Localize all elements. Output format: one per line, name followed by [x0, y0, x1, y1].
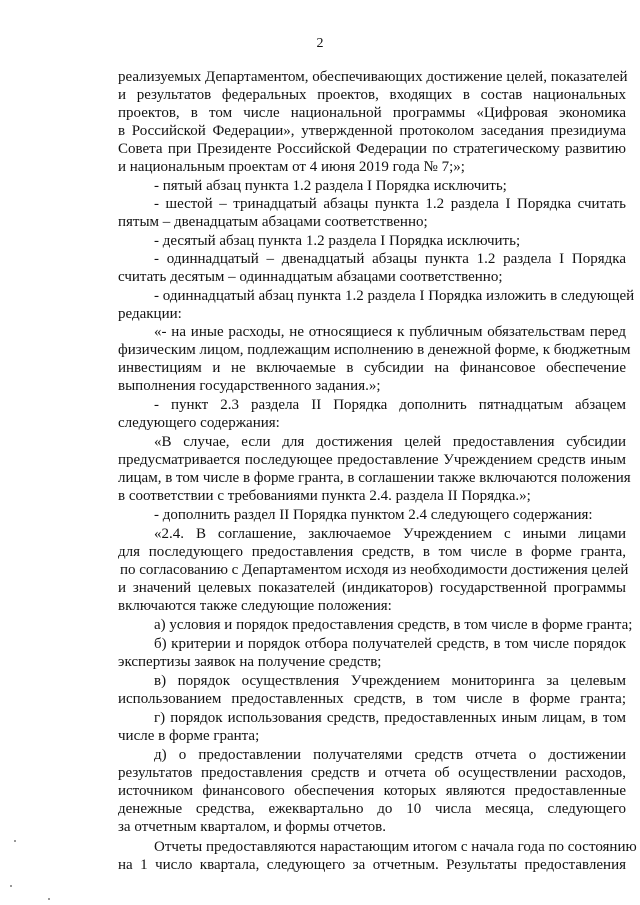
text-line: - дополнить раздел II Порядка пунктом 2.4 следующего содержания:	[154, 507, 593, 523]
text-line: и значений целевых показателей (индикаторов) государственной программы	[118, 580, 626, 596]
text-line: - пункт 2.3 раздела II Порядка дополнить пятнадцатым абзацем	[154, 397, 626, 413]
text-line: «- на иные расходы, не относящиеся к публичным обязательствам перед	[154, 324, 626, 340]
text-line: включаются также следующие положения:	[118, 598, 392, 614]
text-line: на 1 число квартала, следующего за отчетным. Результаты предоставления	[118, 857, 626, 873]
page-number: 2	[316, 36, 324, 51]
text-line: а) условия и порядок предоставления средств, в том числе в форме гранта;	[154, 617, 633, 633]
text-line: - пятый абзац пункта 1.2 раздела I Порядка исключить;	[154, 178, 507, 194]
text-line: пятым – двенадцатым абзацами соответственно;	[118, 214, 428, 230]
text-line: экспертизы заявок на получение средств;	[118, 654, 382, 670]
text-line: считать десятым – одиннадцатым абзацами соответственно;	[118, 269, 503, 285]
text-line: и результатов федеральных проектов, входящих в состав национальных	[118, 87, 626, 103]
text-line: инвестициям и не включаемые в субсидии на финансовое обеспечение	[118, 360, 626, 376]
text-line: в) порядок осуществления Учреждением мониторинга за целевым	[154, 673, 626, 689]
text-line: и национальным проектам от 4 июня 2019 года № 7;»;	[118, 159, 465, 175]
scan-speck	[14, 840, 16, 842]
text-line: реализуемых Департаментом, обеспечивающих достижение целей, показателей	[118, 69, 628, 85]
text-line: б) критерии и порядок отбора получателей средств, в том числе порядок	[154, 636, 626, 652]
text-line: Совета при Президенте Российской Федерации по стратегическому развитию	[118, 141, 626, 157]
text-line: Отчеты предоставляются нарастающим итогом с начала года по состоянию	[154, 839, 637, 855]
text-line: за отчетным кварталом, и формы отчетов.	[118, 819, 386, 835]
text-line: проектов, в том числе национальной программы «Цифровая экономика	[118, 105, 626, 121]
text-line: «2.4. В соглашение, заключаемое Учреждением с иными лицами	[154, 526, 626, 542]
text-line: результатов предоставления средств и отчета об осуществлении расходов,	[118, 765, 626, 781]
text-line: в Российской Федерации», утвержденной протоколом заседания президиума	[118, 123, 626, 139]
text-line: г) порядок использования средств, предоставленных иным лицам, в том	[154, 710, 626, 726]
scan-speck	[10, 885, 12, 887]
text-line: «В случае, если для достижения целей предоставления субсидии	[154, 434, 626, 450]
text-line: следующего содержания:	[118, 415, 280, 431]
text-line: для последующего предоставления средств, в том числе в форме гранта,	[118, 544, 626, 560]
text-line: лицам, в том числе в форме гранта, в соглашении также включаются положения	[118, 470, 631, 486]
text-line: редакции:	[118, 306, 182, 322]
text-line: денежные средства, ежеквартально до 10 числа месяца, следующего	[118, 801, 626, 817]
text-line: - десятый абзац пункта 1.2 раздела I Порядка исключить;	[154, 233, 521, 249]
scan-speck	[48, 898, 50, 900]
text-line: по согласованию с Департаментом исходя из необходимости достижения целей	[120, 562, 629, 578]
text-line: - шестой – тринадцатый абзацы пункта 1.2 раздела I Порядка считать	[154, 196, 626, 212]
text-line: предусматривается последующее предоставление Учреждением средств иным	[118, 452, 626, 468]
text-line: выполнения государственного задания.»;	[118, 378, 381, 394]
text-line: д) о предоставлении получателями средств отчета о достижении	[154, 747, 626, 763]
text-line: - одиннадцатый абзац пункта 1.2 раздела I Порядка изложить в следующей	[154, 288, 635, 304]
text-line: - одиннадцатый – двенадцатый абзацы пункта 1.2 раздела I Порядка	[154, 251, 626, 267]
text-line: использованием предоставленных средств, в том числе в форме гранта;	[118, 691, 626, 707]
text-line: физическим лицом, подлежащим исполнению в денежной форме, к бюджетным	[118, 342, 631, 358]
text-line: числе в форме гранта;	[118, 728, 260, 744]
text-line: источником финансового обеспечения которых являются предоставленные	[118, 783, 626, 799]
text-line: в соответствии с требованиями пункта 2.4. раздела II Порядка.»;	[118, 488, 531, 504]
